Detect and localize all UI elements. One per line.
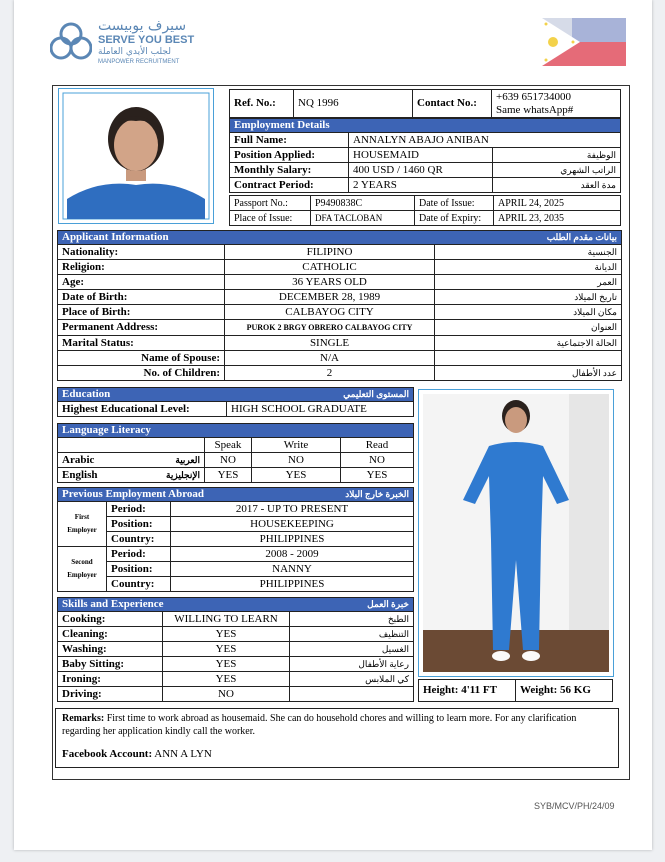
- weight-value: 56 KG: [560, 684, 591, 696]
- spouse-arabic: [435, 351, 622, 366]
- first-period-label: Period:: [107, 502, 171, 517]
- religion-arabic: الديانة: [435, 260, 622, 275]
- portrait-image: [59, 89, 213, 223]
- children-label: No. of Children:: [58, 366, 225, 381]
- facebook-label: Facebook Account:: [62, 748, 153, 760]
- address-value: PUROK 2 BRGY OBRERO CALBAYOG CITY: [225, 320, 435, 336]
- age-label: Age:: [58, 275, 225, 290]
- marital-label: Marital Status:: [58, 336, 225, 351]
- previous-employment-header: [58, 488, 414, 502]
- second-period-value: 2008 - 2009: [171, 547, 414, 562]
- children-arabic: عدد الأطفال: [435, 366, 622, 381]
- contact-note: Same whatsApp#: [496, 103, 574, 116]
- facebook-value: ANN A LYN: [154, 748, 212, 760]
- arabic-write: NO: [252, 453, 341, 468]
- contract-value: 2 YEARS: [349, 178, 493, 193]
- applicant-info-table: [57, 230, 622, 381]
- contract-label: Contract Period:: [230, 178, 349, 193]
- document-page: [14, 0, 652, 850]
- english-read: YES: [341, 468, 414, 483]
- applicant-portrait-photo: [58, 88, 214, 224]
- write-col-header: Write: [252, 438, 341, 453]
- contact-label: Contact No.:: [413, 90, 492, 118]
- pob-label: Place of Birth:: [58, 305, 225, 320]
- philippines-flag-icon: [542, 18, 626, 66]
- education-label: Highest Educational Level:: [58, 402, 227, 417]
- first-country-value: PHILIPPINES: [171, 532, 414, 547]
- english-write: YES: [252, 468, 341, 483]
- previous-employment-title: Previous Employment Abroad: [62, 488, 204, 500]
- logo-arabic: سيرف يوبيست: [98, 18, 187, 34]
- arabic-speak: NO: [205, 453, 252, 468]
- issue-date-label: Date of Issue:: [415, 196, 494, 211]
- washing-arabic: الغسيل: [290, 642, 414, 657]
- expiry-value: APRIL 23, 2035: [494, 211, 621, 226]
- logo-arabic-sub: لجلب الأيدي العاملة: [98, 47, 171, 57]
- position-label: Position Applied:: [230, 148, 349, 163]
- address-label: Permanent Address:: [58, 320, 225, 336]
- spouse-value: N/A: [225, 351, 435, 366]
- company-logo: [50, 18, 210, 70]
- fullbody-image: [419, 390, 613, 676]
- cleaning-value: YES: [163, 627, 290, 642]
- arabic-lang-label: Arabic: [62, 453, 95, 466]
- second-country-label: Country:: [107, 577, 171, 592]
- height-cell: [419, 680, 516, 702]
- remarks-box: [55, 708, 619, 768]
- cooking-arabic: الطبخ: [290, 612, 414, 627]
- second-employer-label: Second Employer: [58, 547, 107, 592]
- pob-arabic: مكان الميلاد: [435, 305, 622, 320]
- remarks-paragraph: [62, 712, 612, 738]
- weight-label: Weight:: [520, 684, 558, 696]
- cooking-value: WILLING TO LEARN: [163, 612, 290, 627]
- skills-table: [57, 597, 414, 702]
- skills-title-arabic: خبرة العمل: [367, 599, 409, 609]
- previous-employment-title-arabic: الخبرة خارج البلاد: [345, 489, 409, 499]
- height-value: 4'11 FT: [461, 684, 497, 696]
- applicant-info-title: Applicant Information: [62, 231, 169, 243]
- education-title: Education: [62, 388, 111, 400]
- marital-arabic: الحالة الاجتماعية: [435, 336, 622, 351]
- first-position-label: Position:: [107, 517, 171, 532]
- second-position-label: Position:: [107, 562, 171, 577]
- babysitting-label: Baby Sitting:: [58, 657, 163, 672]
- salary-arabic: الراتب الشهري: [493, 163, 621, 178]
- logo-name: SERVE YOU BEST: [98, 34, 195, 46]
- first-country-label: Country:: [107, 532, 171, 547]
- driving-arabic: [290, 687, 414, 702]
- language-blank-cell: [58, 438, 205, 453]
- ironing-arabic: كي الملابس: [290, 672, 414, 687]
- contact-cell: [492, 90, 621, 118]
- arabic-lang-cell: [58, 453, 205, 468]
- ironing-label: Ironing:: [58, 672, 163, 687]
- full-name-label: Full Name:: [230, 133, 349, 148]
- logo-tagline: MANPOWER RECRUITMENT: [98, 59, 180, 65]
- cooking-label: Cooking:: [58, 612, 163, 627]
- first-position-value: HOUSEKEEPING: [171, 517, 414, 532]
- full-name-value: ANNALYN ABAJO ANIBAN: [349, 133, 621, 148]
- position-arabic: الوظيفة: [493, 148, 621, 163]
- english-speak: YES: [205, 468, 252, 483]
- age-value: 36 YEARS OLD: [225, 275, 435, 290]
- arabic-read: NO: [341, 453, 414, 468]
- contract-arabic: مدة العقد: [493, 178, 621, 193]
- employment-details-table: [229, 118, 621, 193]
- arabic-lang-arabic: العربية: [175, 454, 200, 465]
- read-col-header: Read: [341, 438, 414, 453]
- height-weight-table: [418, 679, 613, 702]
- driving-value: NO: [163, 687, 290, 702]
- ironing-value: YES: [163, 672, 290, 687]
- driving-label: Driving:: [58, 687, 163, 702]
- education-title-arabic: المستوى التعليمي: [343, 389, 409, 399]
- age-arabic: العمر: [435, 275, 622, 290]
- religion-value: CATHOLIC: [225, 260, 435, 275]
- language-header: Language Literacy: [58, 424, 414, 438]
- second-period-label: Period:: [107, 547, 171, 562]
- english-lang-label: English: [62, 468, 98, 481]
- salary-value: 400 USD / 1460 QR: [349, 163, 493, 178]
- expiry-label: Date of Expiry:: [415, 211, 494, 226]
- speak-col-header: Speak: [205, 438, 252, 453]
- first-period-value: 2017 - UP TO PRESENT: [171, 502, 414, 517]
- facebook-line: [62, 748, 612, 761]
- contact-value: +639 651734000: [496, 90, 571, 103]
- nationality-arabic: الجنسية: [435, 245, 622, 260]
- remarks-text: First time to work abroad as housemaid. She can do household chores and willing to learn more. For any clarification regarding her application kindly call the worker.: [62, 713, 577, 737]
- weight-cell: [516, 680, 613, 702]
- first-employer-label: First Employer: [58, 502, 107, 547]
- issue-date-value: APRIL 24, 2025: [494, 196, 621, 211]
- education-table: [57, 387, 414, 417]
- babysitting-value: YES: [163, 657, 290, 672]
- marital-value: SINGLE: [225, 336, 435, 351]
- second-country-value: PHILIPPINES: [171, 577, 414, 592]
- remarks-label: Remarks:: [62, 713, 105, 724]
- previous-employment-table: [57, 487, 414, 592]
- washing-label: Washing:: [58, 642, 163, 657]
- passport-no-label: Passport No.:: [230, 196, 311, 211]
- employment-details-header: Employment Details: [230, 119, 621, 133]
- ref-value: NQ 1996: [294, 90, 413, 118]
- language-table: [57, 423, 414, 483]
- babysitting-arabic: رعاية الأطفال: [290, 657, 414, 672]
- reference-table: [229, 89, 621, 118]
- washing-value: YES: [163, 642, 290, 657]
- position-value: HOUSEMAID: [349, 148, 493, 163]
- dob-label: Date of Birth:: [58, 290, 225, 305]
- pob-value: CALBAYOG CITY: [225, 305, 435, 320]
- passport-table: [229, 195, 621, 226]
- applicant-info-header: [58, 231, 622, 245]
- applicant-fullbody-photo: [418, 389, 614, 677]
- issue-place-label: Place of Issue:: [230, 211, 311, 226]
- skills-header: [58, 598, 414, 612]
- cleaning-label: Cleaning:: [58, 627, 163, 642]
- religion-label: Religion:: [58, 260, 225, 275]
- nationality-label: Nationality:: [58, 245, 225, 260]
- spouse-label: Name of Spouse:: [58, 351, 225, 366]
- english-lang-cell: [58, 468, 205, 483]
- education-value: HIGH SCHOOL GRADUATE: [227, 402, 414, 417]
- height-label: Height:: [423, 684, 459, 696]
- passport-no-value: P9490838C: [311, 196, 415, 211]
- logo-knot-icon: [50, 20, 92, 66]
- address-arabic: العنوان: [435, 320, 622, 336]
- english-lang-arabic: الإنجليزية: [166, 469, 200, 480]
- dob-value: DECEMBER 28, 1989: [225, 290, 435, 305]
- cleaning-arabic: التنظيف: [290, 627, 414, 642]
- document-code: SYB/MCV/PH/24/09: [534, 801, 615, 811]
- education-header: [58, 388, 414, 402]
- nationality-value: FILIPINO: [225, 245, 435, 260]
- applicant-info-title-arabic: بيانات مقدم الطلب: [546, 232, 617, 242]
- ref-label: Ref. No.:: [230, 90, 294, 118]
- issue-place-value: DFA TACLOBAN: [311, 211, 415, 226]
- second-position-value: NANNY: [171, 562, 414, 577]
- children-value: 2: [225, 366, 435, 381]
- salary-label: Monthly Salary:: [230, 163, 349, 178]
- skills-title: Skills and Experience: [62, 598, 164, 610]
- dob-arabic: تاريخ الميلاد: [435, 290, 622, 305]
